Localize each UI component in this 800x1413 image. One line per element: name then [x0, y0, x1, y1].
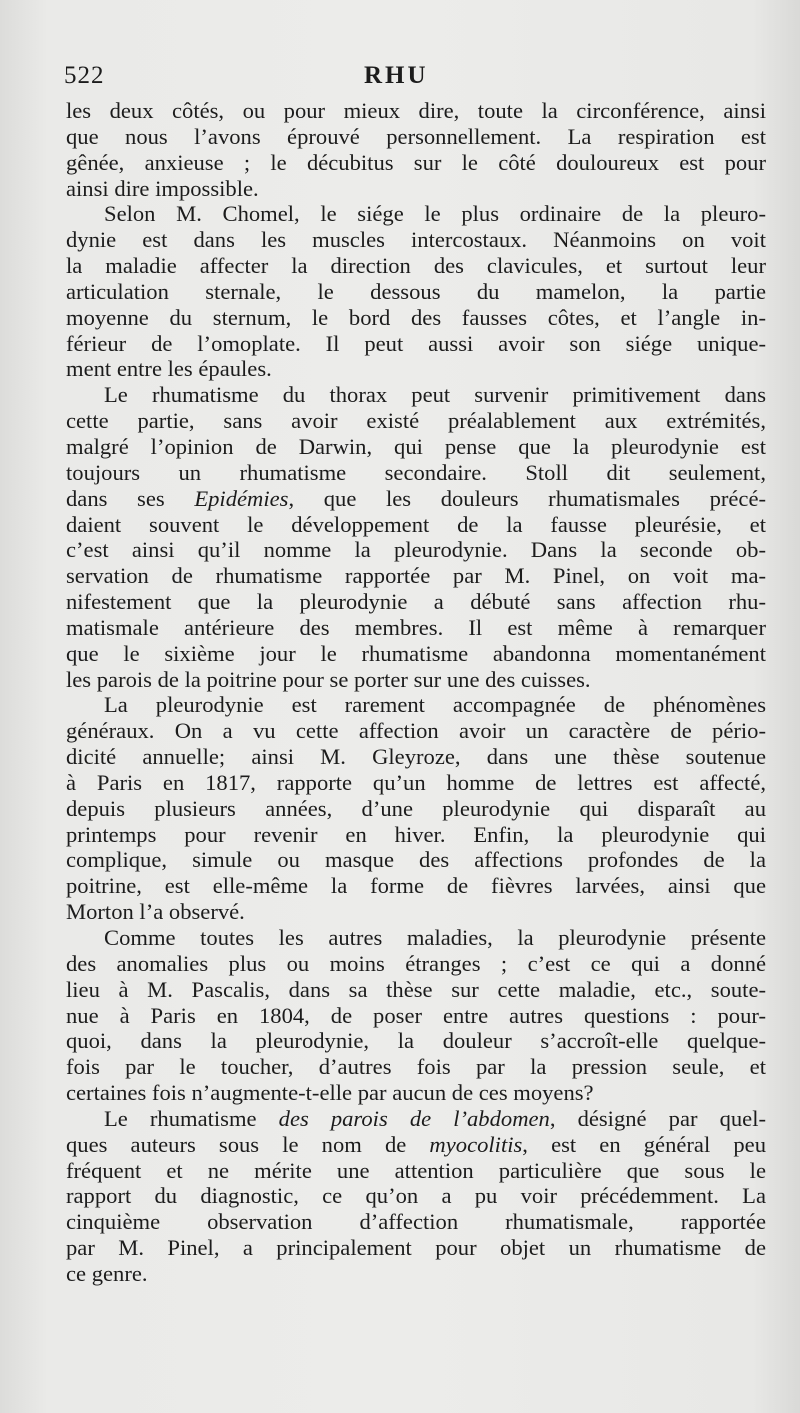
text-span: nue à Paris en 1804, de poser entre autres questions : pour- [66, 1002, 766, 1028]
text-span: , est en général peu [522, 1131, 766, 1157]
text-span: gênée, anxieuse ; le décubitus sur le côté douloureux est pour [66, 149, 766, 175]
italic-text: Epidémies [194, 485, 289, 511]
text-span: lieu à M. Pascalis, dans sa thèse sur cette maladie, etc., soute- [66, 976, 766, 1002]
text-span: , désigné par quel- [549, 1105, 766, 1131]
text-line [66, 873, 766, 899]
text-span: fois par le toucher, d’autres fois par la pression seule, et [66, 1054, 766, 1080]
text-span: certaines fois n’augmente-t-elle par aucun de ces moyens? [66, 1080, 594, 1106]
text-span: la maladie affecter la direction des clavicules, et surtout leur [66, 253, 766, 279]
text-line [66, 822, 766, 848]
text-line [66, 356, 766, 382]
text-line [66, 98, 766, 124]
text-line [66, 1158, 766, 1184]
text-line [66, 796, 766, 822]
text-line [66, 641, 766, 667]
text-line [66, 1209, 766, 1235]
text-line [66, 486, 766, 512]
italic-text: myocolitis [429, 1131, 523, 1157]
text-span: rapport du diagnostic, ce qu’on a pu voir précédemment. La [66, 1183, 766, 1209]
text-span: généraux. On a vu cette affection avoir un caractère de pério- [66, 718, 766, 744]
text-line [66, 201, 766, 227]
text-line [66, 176, 766, 202]
text-span: ques auteurs sous le nom de [66, 1131, 430, 1157]
text-line [66, 1106, 766, 1132]
text-line [66, 563, 766, 589]
text-span: servation de rhumatisme rapportée par M. Pinel, on voit ma- [66, 563, 766, 589]
text-span: à Paris en 1817, rapporte qu’un homme de lettres est affecté, [66, 769, 766, 795]
text-line [66, 951, 766, 977]
text-line [66, 692, 766, 718]
text-line [66, 1003, 766, 1029]
text-span: dynie est dans les muscles intercostaux. Néanmoins on voit [66, 227, 766, 253]
text-span: daient souvent le développement de la fausse pleurésie, et [66, 511, 766, 537]
text-line [66, 1132, 766, 1158]
text-span: printemps pour revenir en hiver. Enfin, la pleurodynie qui [66, 821, 766, 847]
text-line [66, 1261, 766, 1287]
text-span: par M. Pinel, a principalement pour objet un rhumatisme de [66, 1235, 766, 1261]
text-line [66, 408, 766, 434]
text-span: que nous l’avons éprouvé personnellement. La respiration est [66, 123, 766, 149]
text-span: dans ses [66, 485, 195, 511]
text-span: moyenne du sternum, le bord des fausses côtes, et l’angle in- [66, 304, 766, 330]
text-line [66, 744, 766, 770]
text-line [66, 512, 766, 538]
text-span: Morton l’a observé. [66, 899, 245, 925]
text-line [66, 770, 766, 796]
text-span: que le sixième jour le rhumatisme abandonna momentanément [66, 640, 766, 666]
text-line [66, 1235, 766, 1261]
text-span: c’est ainsi qu’il nomme la pleurodynie. Dans la seconde ob- [66, 537, 766, 563]
text-span: des anomalies plus ou moins étranges ; c’est ce qui a donné [66, 950, 766, 976]
text-span: Selon M. Chomel, le siége le plus ordinaire de la pleuro- [104, 201, 766, 227]
text-span: , que les douleurs rhumatismales précé- [288, 485, 766, 511]
text-span: malgré l’opinion de Darwin, qui pense que la pleurodynie est [66, 433, 766, 459]
text-span: nifestement que la pleurodynie a débuté sans affection rhu- [66, 589, 766, 615]
text-span: ainsi dire impossible. [66, 175, 259, 201]
text-span: Le rhumatisme du thorax peut survenir primitivement dans [104, 382, 766, 408]
text-span: les parois de la poitrine pour se porter sur une des cuisses. [66, 666, 591, 692]
text-span: poitrine, est elle-même la forme de fièvres larvées, ainsi que [66, 873, 766, 899]
italic-text: des parois de l’abdomen [278, 1105, 550, 1131]
text-line [66, 382, 766, 408]
text-span: complique, simule ou masque des affections profondes de la [66, 847, 766, 873]
text-line [66, 537, 766, 563]
text-line [66, 279, 766, 305]
text-line [66, 253, 766, 279]
text-line [66, 667, 766, 693]
text-span: ment entre les épaules. [66, 356, 272, 382]
text-span: férieur de l’omoplate. Il peut aussi avoir son siége unique- [66, 330, 766, 356]
text-span: depuis plusieurs années, d’une pleurodynie qui disparaît au [66, 795, 766, 821]
text-span: articulation sternale, le dessous du mamelon, la partie [66, 278, 766, 304]
text-span: ce genre. [66, 1260, 148, 1286]
page-header [64, 62, 744, 98]
text-line [66, 150, 766, 176]
text-line [66, 925, 766, 951]
page-number: 522 [64, 62, 105, 89]
text-line [66, 847, 766, 873]
text-span: cinquième observation d’affection rhumatismale, rapportée [66, 1209, 766, 1235]
text-span: toujours un rhumatisme secondaire. Stoll dit seulement, [66, 459, 766, 485]
text-span: fréquent et ne mérite une attention particulière que sous le [66, 1157, 766, 1183]
text-line [66, 899, 766, 925]
text-line [66, 1028, 766, 1054]
text-span: dicité annuelle; ainsi M. Gleyroze, dans une thèse soutenue [66, 744, 766, 770]
text-span: Comme toutes les autres maladies, la pleurodynie présente [104, 925, 766, 950]
text-line [66, 718, 766, 744]
text-span: Le rhumatisme [104, 1105, 279, 1131]
text-line [66, 227, 766, 253]
text-line [66, 1183, 766, 1209]
body-text [66, 98, 766, 1287]
text-line [66, 434, 766, 460]
text-span: quoi, dans la pleurodynie, la douleur s’accroît-elle quelque- [66, 1028, 766, 1054]
text-line [66, 615, 766, 641]
text-span: cette partie, sans avoir existé préalablement aux extrémités, [66, 408, 766, 434]
text-line [66, 331, 766, 357]
text-line [66, 305, 766, 331]
text-line [66, 124, 766, 150]
text-span: les deux côtés, ou pour mieux dire, toute la circonférence, ainsi [66, 98, 766, 123]
text-line [66, 460, 766, 486]
text-line [66, 589, 766, 615]
running-head: RHU [364, 62, 429, 89]
text-line [66, 977, 766, 1003]
text-span: La pleurodynie est rarement accompagnée de phénomènes [104, 692, 766, 718]
text-line [66, 1080, 766, 1106]
text-span: matismale antérieure des membres. Il est même à remarquer [66, 614, 766, 640]
text-line [66, 1054, 766, 1080]
